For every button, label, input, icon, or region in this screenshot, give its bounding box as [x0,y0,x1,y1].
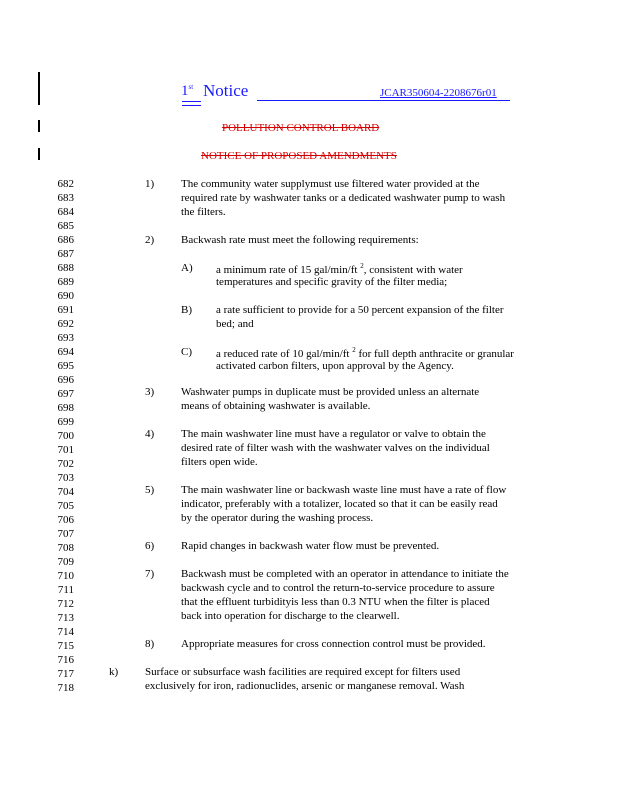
line-number: 682 [57,178,74,190]
item-text: back into operation for discharge to the clearwell. [181,610,400,622]
item-text: the filters. [181,206,226,218]
line-number: 712 [57,598,74,610]
subitem-label: A) [181,262,193,274]
number-underline [182,105,201,106]
line-number: 690 [57,290,74,302]
item-text: The main washwater line must have a regulator or valve to obtain the [181,428,486,440]
subitem-text: a reduced rate of 10 gal/min/ft $^2$ for full depth anthracite or granular [216,346,514,360]
item-label: 2) [145,234,155,246]
item-text: Appropriate measures for cross connection control must be provided. [181,638,486,650]
item-text: by the operator during the washing process. [181,512,374,524]
line-number: 697 [57,388,74,400]
line-number: 687 [57,248,74,260]
line-number: 715 [57,640,74,652]
item-text: Backwash rate must meet the following requirements: [181,234,419,246]
line-number: 701 [57,444,74,456]
line-number: 685 [57,220,74,232]
notice-number: 1st [181,83,194,99]
line-number: 709 [57,556,74,568]
item-label: 6) [145,540,155,552]
item-text: desired rate of filter wash with the washwater valves on the individual [181,442,490,454]
section-text: exclusively for iron, radionuclides, arsenic or manganese removal. Wash [145,680,465,692]
line-number: 688 [57,262,74,274]
line-number: 683 [57,192,74,204]
header-rule [257,100,510,101]
line-number: 700 [57,430,74,442]
change-bar [38,148,40,160]
line-number: 691 [57,304,74,316]
line-number: 694 [57,346,74,358]
line-number: 710 [57,570,74,582]
item-text: The main washwater line or backwash waste line must have a rate of flow [181,484,507,496]
item-text: means of obtaining washwater is available. [181,400,371,412]
line-number: 707 [57,528,74,540]
item-text: indicator, preferably with a totalizer, located so that it can be easily read [181,498,498,510]
subitem-label: C) [181,346,192,358]
line-number: 714 [57,626,74,638]
line-number: 702 [57,458,74,470]
item-text: The community water supplymust use filtered water provided at the [181,178,480,190]
item-text: filters open wide. [181,456,258,468]
item-label: 4) [145,428,155,440]
line-number: 693 [57,332,74,344]
line-number: 708 [57,542,74,554]
section-text: Surface or subsurface wash facilities are required except for filters used [145,666,461,678]
subitem-text: temperatures and specific gravity of the filter media; [216,276,448,288]
line-number: 711 [57,584,74,596]
line-number: 717 [57,668,74,680]
item-label: 3) [145,386,155,398]
line-number: 713 [57,612,74,624]
line-number: 684 [57,206,74,218]
line-number: 705 [57,500,74,512]
line-number: 699 [57,416,74,428]
item-label: 7) [145,568,155,580]
item-label: 8) [145,638,155,650]
notice-title: NOTICE OF PROPOSED AMENDMENTS [201,150,397,162]
line-number: 703 [57,472,74,484]
subitem-text: bed; and [216,318,254,330]
line-number: 716 [57,654,74,666]
item-label: 5) [145,484,155,496]
line-number: 698 [57,402,74,414]
notice-label: Notice [203,81,249,100]
board-title: POLLUTION CONTROL BOARD [222,122,380,134]
subitem-label: B) [181,304,192,316]
item-text: Rapid changes in backwash water flow must be prevented. [181,540,440,552]
document-id: JCAR350604-2208676r01 [380,87,497,99]
line-number: 695 [57,360,74,372]
item-text: Backwash must be completed with an operator in attendance to initiate the [181,568,509,580]
item-text: backwash cycle and to control the return-to-service procedure to assure [181,582,495,594]
line-number: 696 [57,374,74,386]
line-number: 689 [57,276,74,288]
item-text: that the effluent turbidityis less than 0.3 NTU when the filter is placed [181,596,490,608]
item-text: required rate by washwater tanks or a dedicated washwater pump to wash [181,192,506,204]
section-label: k) [109,666,119,678]
number-underline [182,101,201,102]
line-number: 706 [57,514,74,526]
line-number: 686 [57,234,74,246]
line-number: 704 [57,486,74,498]
change-bar [38,72,40,105]
item-label: 1) [145,178,155,190]
item-text: Washwater pumps in duplicate must be provided unless an alternate [181,386,480,398]
subitem-text: activated carbon filters, upon approval by the Agency. [216,360,454,372]
line-number: 718 [57,682,74,694]
subitem-text: a minimum rate of 15 gal/min/ft $^2$, consistent with water [216,262,463,276]
change-bar [38,120,40,132]
subitem-text: a rate sufficient to provide for a 50 percent expansion of the filter [216,304,504,316]
line-number: 692 [57,318,74,330]
